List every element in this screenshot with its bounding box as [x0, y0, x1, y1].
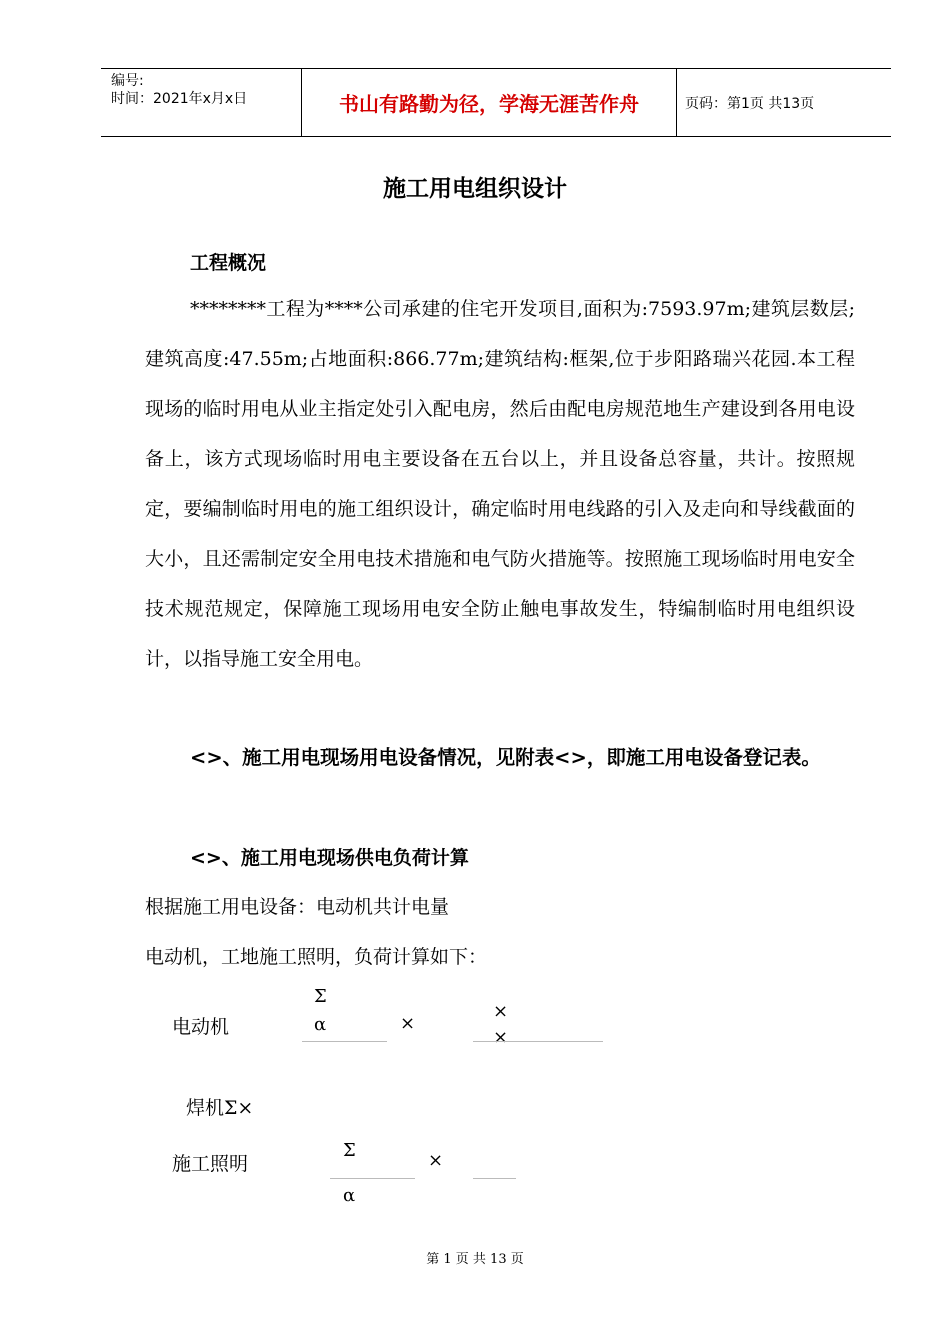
header-motto: 书山有路勤为径，学海无涯苦作舟: [302, 69, 677, 136]
formula-lighting-fraction-bar-2: [473, 1178, 516, 1179]
formula-motor-alpha: α: [314, 1014, 327, 1035]
formula-motor-label: 电动机: [172, 1016, 230, 1038]
formula-welder: 焊机Σ×: [186, 1097, 254, 1119]
formula-lighting-fraction-bar: [330, 1178, 415, 1179]
body-line-load-intro: 电动机，工地施工照明，负荷计算如下：: [145, 946, 488, 968]
section-heading-equipment: <>、施工用电现场用电设备情况，见附表<>，即施工用电设备登记表。: [190, 746, 821, 769]
body-line-equipment: 根据施工用电设备：电动机共计电量: [145, 896, 450, 918]
document-time-label: 时间：2021年x月x日: [111, 91, 248, 107]
document-number-label: 编号:: [111, 73, 144, 89]
section-heading-overview: 工程概况: [190, 252, 267, 274]
header-page-number: 页码：第1页 共13页: [685, 95, 815, 112]
formula-motor-fraction-bar-2: [473, 1041, 603, 1042]
header-meta: [101, 69, 302, 136]
formula-motor-times: ×: [400, 1013, 416, 1034]
page-header: [101, 68, 891, 137]
document-title: 施工用电组织设计: [383, 176, 567, 202]
formula-motor-times-lower: ×: [493, 1027, 509, 1048]
overview-paragraph: ********工程为****公司承建的住宅开发项目,面积为:7593.97m;建筑层数层;建筑高度:47.55m;占地面积:866.77m;建筑结构:框架,位于步阳路瑞兴花园.本工程现场的临时用电从业主指定处引入配电房，然后由配电房规范地生产建设到各用电设备上，该方式现场临时用电主要设备在五台以上，并且设备总容量，共计。按照规定，要编制临时用电的施工组织设计，确定临时用电线路的引入及走向和导线截面的大小，且还需制定安全用电技术措施和电气防火措施等。按照施工现场临时用电安全技术规范规定，保障施工现场用电安全防止触电事故发生，特编制临时用电组织设计，以指导施工安全用电。: [145, 298, 855, 670]
formula-motor-times-upper: ×: [493, 1001, 509, 1022]
page-footer: 第 1 页 共 13 页: [426, 1252, 524, 1267]
formula-lighting-alpha: α: [343, 1185, 356, 1206]
formula-motor-sigma: Σ: [314, 986, 327, 1007]
formula-motor-fraction-bar: [302, 1041, 387, 1042]
formula-lighting-label: 施工照明: [172, 1153, 249, 1175]
formula-lighting-sigma: Σ: [343, 1140, 356, 1161]
formula-lighting-times: ×: [428, 1150, 444, 1171]
section-heading-load-calc: <>、施工用电现场供电负荷计算: [190, 847, 469, 869]
